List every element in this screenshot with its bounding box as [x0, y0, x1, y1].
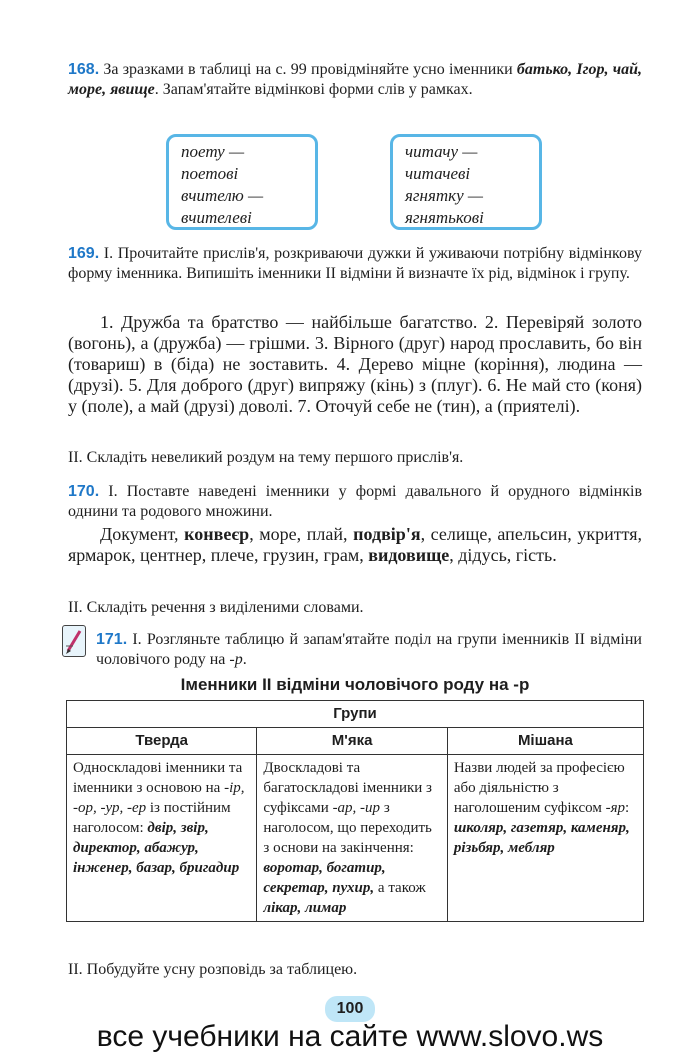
- frame-line: вчителеві: [181, 208, 252, 227]
- frame-line: ягнятку —: [405, 186, 484, 205]
- exercise-text: І. Поставте наведені іменники у формі давального й орудного відмінків однини та родового множини.: [68, 483, 642, 520]
- cell-suffix: -яр: [605, 800, 626, 816]
- table-row: [67, 701, 644, 728]
- column-header-soft: М'яка: [257, 728, 447, 755]
- cell-examples: двір, звір, директор, абажур, інженер, базар, бригадир: [73, 820, 240, 876]
- cell-suffix: -ір, -ор, -ур, -ер: [73, 780, 245, 816]
- cell-hard: [67, 755, 257, 922]
- proverbs-text: 1. Дружба та братство — найбільше багатство. 2. Перевіряй золото (вогонь), а (дружба) — грішми. 3. Вірного (друг) народ прославить, бо він (товариш) в (біда) не зоставить. 4. Дерево міцне (коріння), людина — (друзі). 5. Для доброго (друг) випряжу (кінь) з (плуг). 6. Не май сто (коня) у (поле), а май (друзі) доволі. 7. Оточуй себе не (тин), а (приятелі).: [68, 312, 642, 416]
- table-row: [67, 728, 644, 755]
- exercise-170: [68, 482, 642, 522]
- exercise-number: 168.: [68, 61, 100, 78]
- noun-groups-table: [66, 700, 644, 922]
- noun-text: , дідусь, гість.: [449, 545, 557, 565]
- nouns-list: [68, 524, 642, 566]
- footer-link-text: все учебники на сайте www.slovo.ws: [96, 1020, 604, 1053]
- cell-mixed: [447, 755, 643, 922]
- page-number: 100: [325, 996, 375, 1022]
- exercise-text: І. Розгляньте таблицю й запам'ятайте поділ на групи іменників II відміни чоловічого роду на: [96, 631, 642, 668]
- suffix: -р: [229, 651, 243, 668]
- cell-text: Односкладові іменники та іменники з основою на: [73, 760, 243, 796]
- groups-header: Групи: [67, 701, 644, 728]
- noun-highlighted: подвір'я: [353, 524, 421, 544]
- cell-examples: школяр, газетяр, каменяр, різьбяр, мебляр: [453, 820, 630, 856]
- exercise-169-task2: II. Складіть невеликий роздум на тему першого прислів'я.: [68, 449, 464, 466]
- exercise-text: . Запам'ятайте відмінкові форми слів у рамках.: [154, 81, 473, 98]
- column-header-mixed: Мішана: [447, 728, 643, 755]
- exercise-number: 169.: [68, 245, 100, 262]
- column-header-hard: Тверда: [67, 728, 257, 755]
- word-frame-left: [166, 134, 318, 230]
- punct: .: [242, 651, 247, 668]
- noun-highlighted: видовище: [368, 545, 450, 565]
- exercise-171-task2: II. Побудуйте усну розповідь за таблицею.: [68, 961, 358, 978]
- cell-text: :: [625, 800, 630, 816]
- exercise-text: За зразками в таблиці на с. 99 провідміняйте усно іменники: [99, 61, 517, 78]
- frame-line: поетові: [181, 164, 239, 183]
- frame-line: ягнятькові: [405, 208, 484, 227]
- noun-text: , селище, апельсин, укриття, ярмарок, центнер, плече, грузин, грам,: [68, 524, 643, 565]
- cell-text: а також: [374, 880, 426, 896]
- frame-line: вчителю —: [181, 186, 264, 205]
- exercise-words: батько, Ігор, чай, море, явище: [68, 61, 643, 98]
- word-frame-right: [390, 134, 542, 230]
- cell-suffix: -ар, -ир: [332, 800, 381, 816]
- cell-text: Назви людей за професією або діяльністю з наголошеним суфіксом: [453, 760, 625, 816]
- exercise-170-task2: II. Складіть речення з виділеними словами.: [68, 599, 364, 616]
- exercise-text: І. Прочитайте прислів'я, розкриваючи дужки й уживаючи потрібну відмінкову форму іменника. Випишіть іменники II відміни й визначте їх рід, відмінок і групу.: [68, 245, 642, 282]
- table-title: Іменники II відміни чоловічого роду на -р: [180, 675, 530, 694]
- exercise-number: 171.: [96, 631, 128, 648]
- frame-line: читачу —: [405, 142, 478, 161]
- cell-text: з наголосом, що переходить з основи на закінчення:: [263, 800, 432, 856]
- noun-text: Документ,: [100, 524, 185, 544]
- exercise-171: [96, 630, 642, 670]
- pen-icon: [62, 625, 86, 657]
- cell-examples: воротар, богатир, секретар, пухир,: [263, 860, 386, 896]
- exercise-169: [68, 244, 642, 284]
- table-row: [67, 755, 644, 922]
- frame-line: поету —: [181, 142, 245, 161]
- exercise-number: 170.: [68, 483, 100, 500]
- cell-soft: [257, 755, 447, 922]
- cell-examples: лікар, лимар: [263, 900, 347, 916]
- noun-highlighted: конвеєр: [184, 524, 250, 544]
- cell-text: із постійним наголосом:: [73, 800, 231, 836]
- cell-text: Двоскладові та багатоскладові іменники з суфіксами: [263, 760, 432, 816]
- exercise-168: [68, 60, 642, 100]
- frame-line: читачеві: [405, 164, 471, 183]
- noun-text: , море, плай,: [249, 524, 354, 544]
